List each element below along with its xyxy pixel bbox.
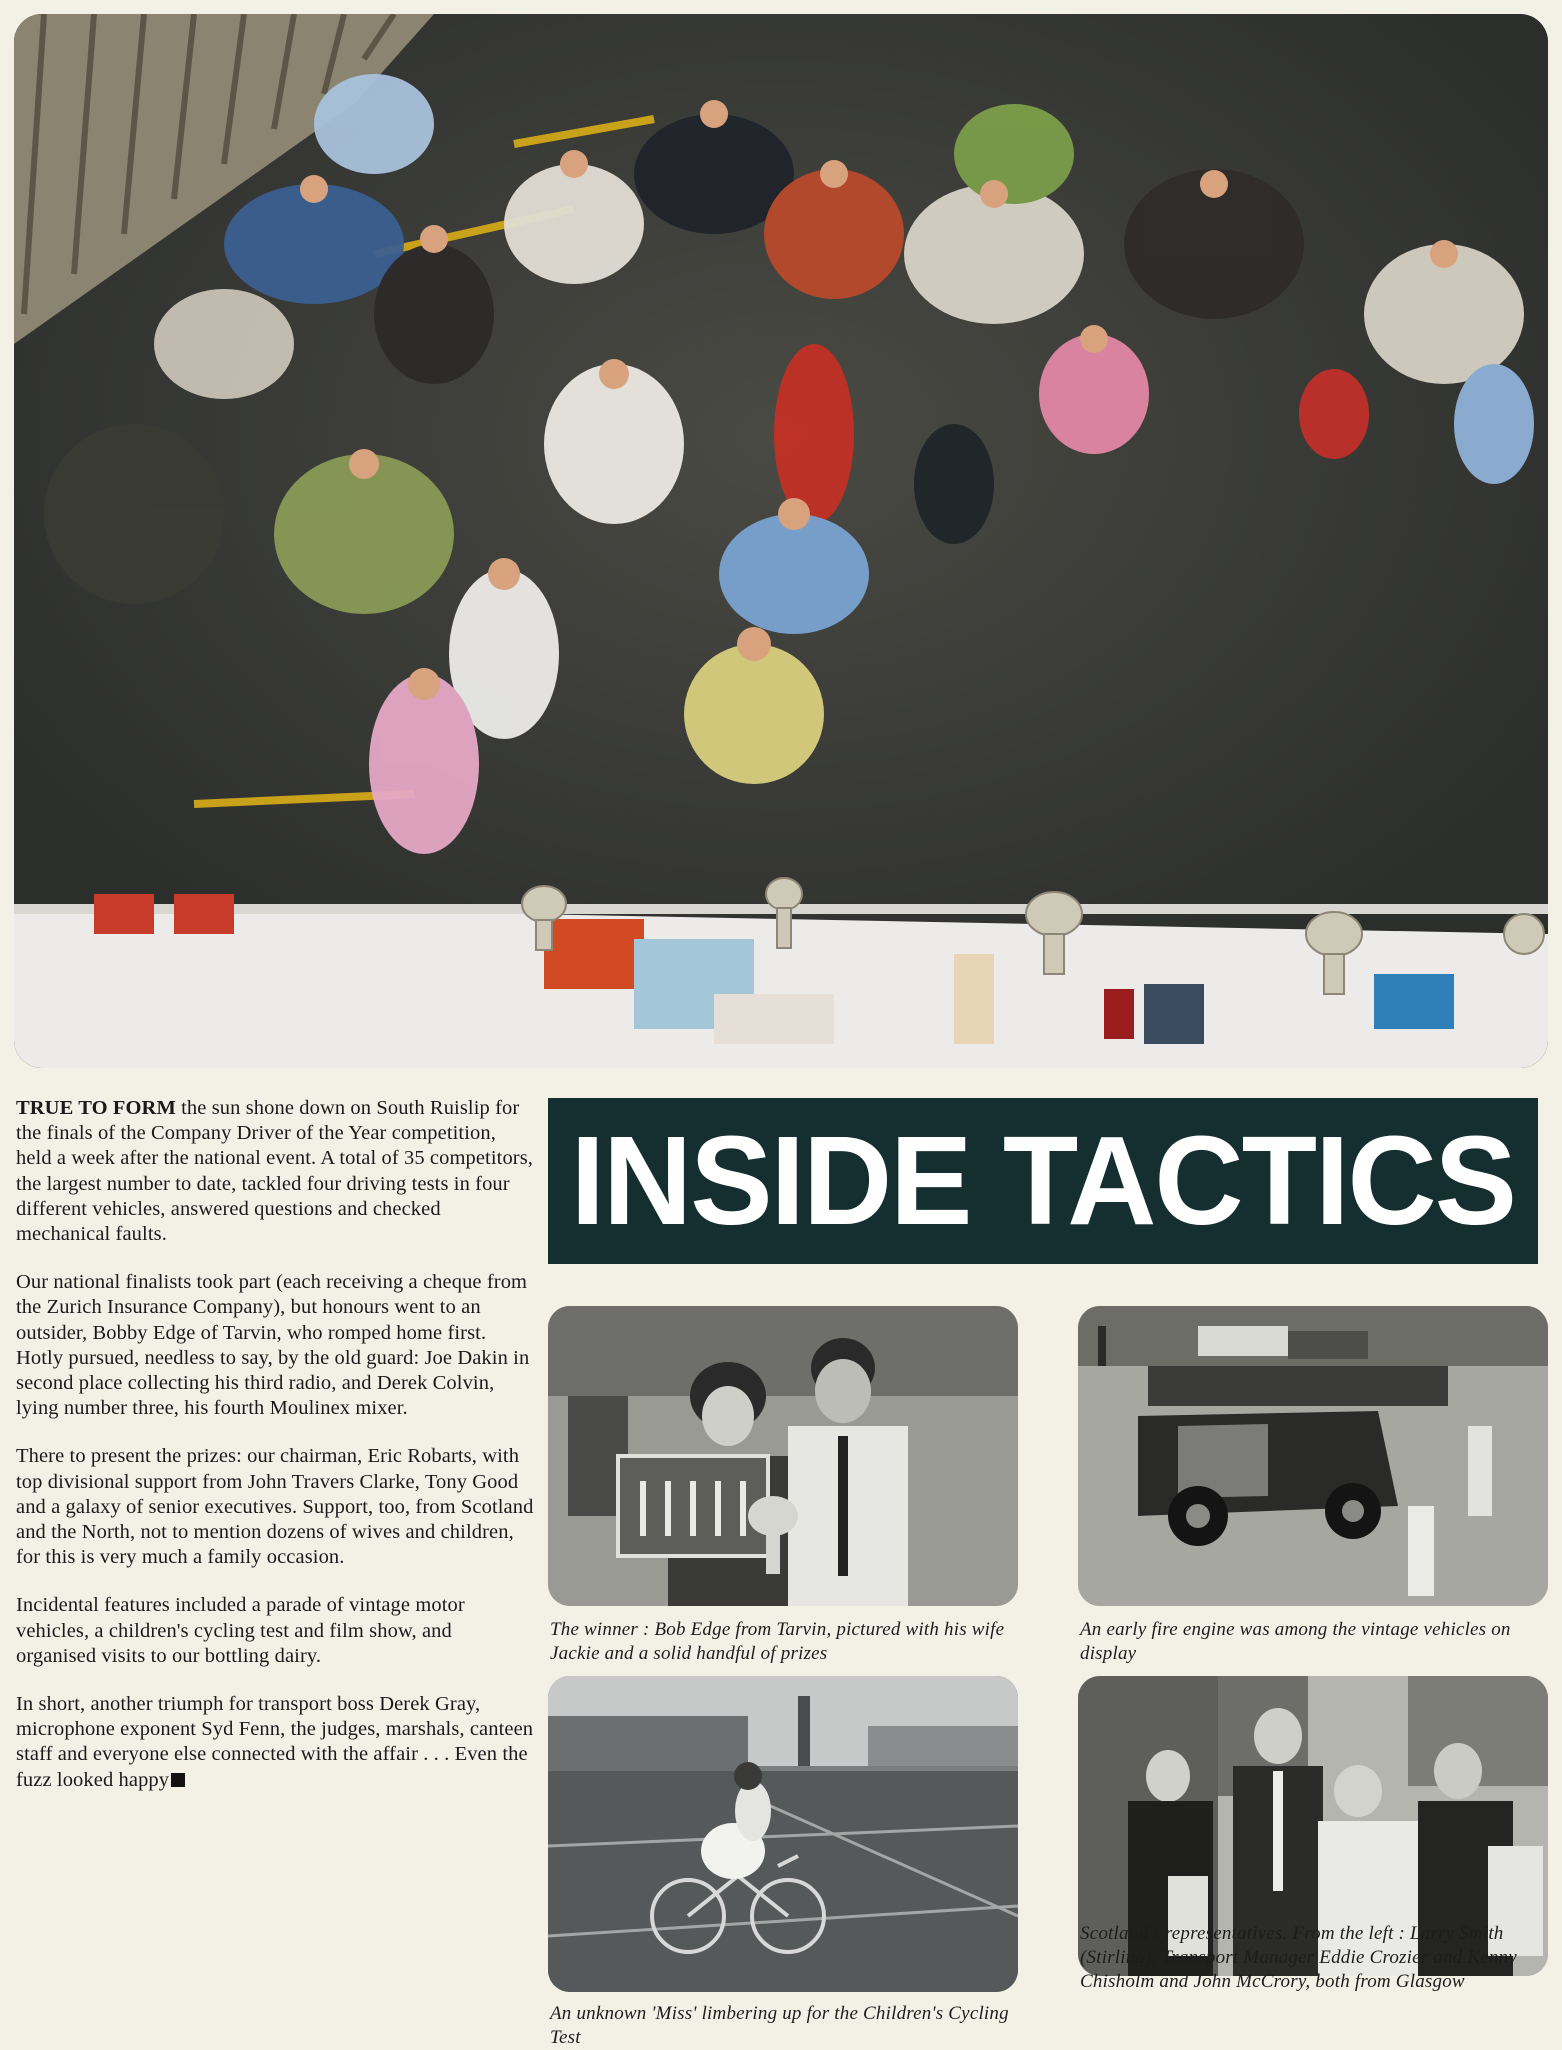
article-paragraph-5-text: In short, another triumph for transport boss Derek Gray, microphone exponent Syd Fenn, the judges, marshals, canteen staff and everyone else connected with the affair . . . Even the fuzz looked happy bbox=[16, 1693, 534, 1791]
photo-cycling-illustration bbox=[548, 1676, 1018, 1992]
article-paragraph-4: Incidental features included a parade of vintage motor vehicles, a children's cycling test and film show, and organised visits to our bottling dairy. bbox=[16, 1594, 465, 1667]
photo-winner-illustration bbox=[548, 1306, 1018, 1606]
article-paragraph-1-text: the sun shone down on South Ruislip for the finals of the Company Driver of the Year competition, held a week after the national event. A total of 35 competitors, the largest number to date, tackled four driving tests in four different vehicles, answered questions and checked mechanical faults. bbox=[16, 1097, 534, 1246]
article-paragraph-1 bbox=[16, 1096, 536, 1247]
hero-photo bbox=[14, 14, 1548, 1068]
photo-winner bbox=[548, 1306, 1018, 1606]
article-paragraph-3: There to present the prizes: our chairman, Eric Robarts, with top divisional support from John Travers Clarke, Tony Good and a galaxy of senior executives. Support, too, from Scotland and the North, not to mention dozens of wives and children, for this is very much a family occasion. bbox=[16, 1445, 534, 1569]
article-paragraph-2: Our national finalists took part (each receiving a cheque from the Zurich Insurance Company), but honours went to an outsider, Bobby Edge of Tarvin, who romped home first. Hotly pursued, needless to say, by the old guard: Joe Dakin in second place collecting his third radio, and Derek Colvin, lying number three, his fourth Moulinex mixer. bbox=[16, 1271, 530, 1420]
article-paragraph-5 bbox=[16, 1692, 536, 1793]
end-mark-icon bbox=[171, 1773, 185, 1787]
photo-cycling bbox=[548, 1676, 1018, 1992]
hero-photo-illustration bbox=[14, 14, 1548, 1068]
section-banner bbox=[548, 1098, 1538, 1264]
photo-fire-engine-illustration bbox=[1078, 1306, 1548, 1606]
photo-fire-engine bbox=[1078, 1306, 1548, 1606]
caption-winner: The winner : Bob Edge from Tarvin, pictured with his wife Jackie and a solid handful of prizes bbox=[550, 1619, 1005, 1664]
article-body bbox=[16, 1096, 536, 1816]
caption-scotland: Scotland's representatives. From the left : Larry Smith (Stirling), Transport Manager Eddie Crozier and Kenny Chisholm and John McCrory, both from Glasgow bbox=[1080, 1923, 1517, 1992]
caption-fire-engine: An early fire engine was among the vintage vehicles on display bbox=[1080, 1619, 1511, 1664]
article-lead: TRUE TO FORM bbox=[16, 1097, 176, 1119]
caption-cycling: An unknown 'Miss' limbering up for the Children's Cycling Test bbox=[550, 2003, 1009, 2048]
banner-title: INSIDE TACTICS bbox=[570, 1110, 1516, 1251]
